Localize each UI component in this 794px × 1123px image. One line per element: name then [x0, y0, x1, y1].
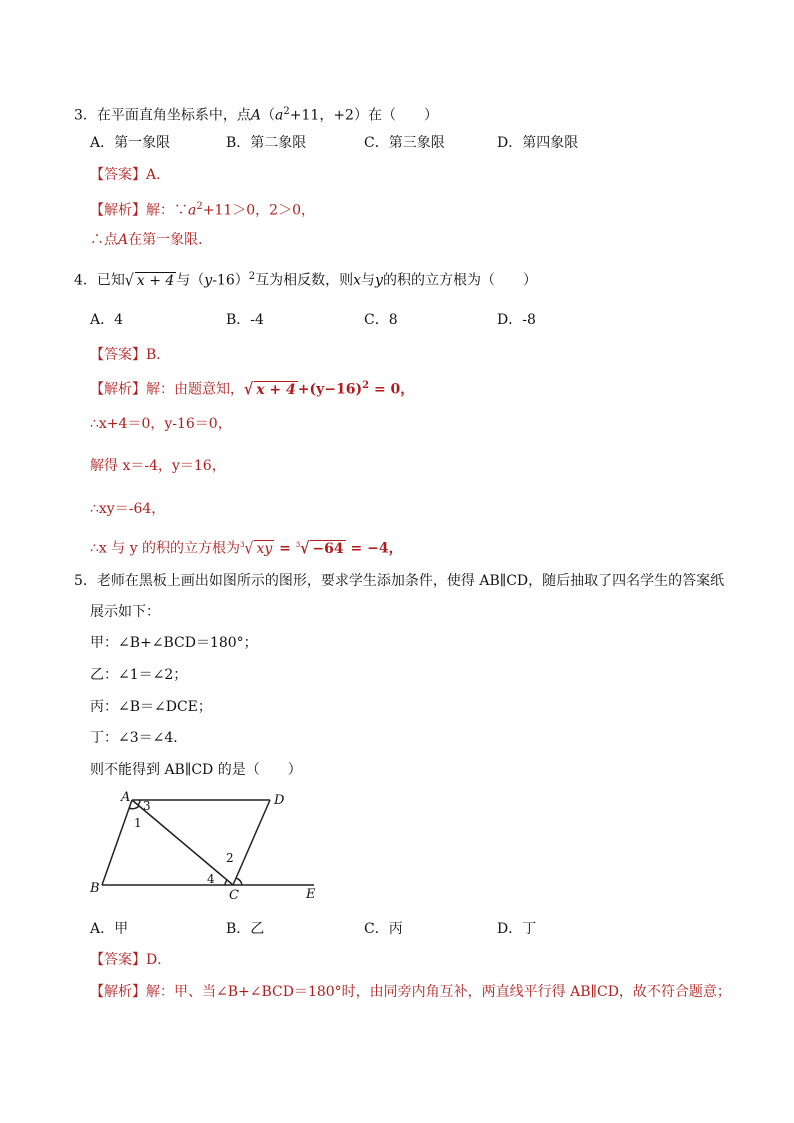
- q4-option-c: C．8: [364, 312, 398, 328]
- q3-var: a: [275, 107, 284, 124]
- q5-ding: 丁：∠3＝∠4．: [90, 730, 188, 746]
- q4-stem-text-c: -16）: [212, 272, 249, 289]
- q5-question: 则不能得到 AB∥CD 的是（ ）: [90, 762, 302, 778]
- q4-l1-sup: 2: [362, 380, 370, 391]
- q4-option-a: A．4: [90, 312, 124, 328]
- q5-yi: 乙：∠1＝∠2；: [90, 667, 188, 683]
- label-3: 3: [143, 799, 151, 813]
- q4-sqrt-body: x + 4: [136, 272, 175, 289]
- q5-jia: 甲：∠B+∠BCD＝180°；: [90, 635, 258, 651]
- q3-paren: （: [261, 107, 276, 124]
- q3-stem-text-b: +11，+2）在（ ）: [289, 107, 438, 124]
- segment-ab: [102, 800, 132, 885]
- q4-analysis-line1: [90, 377, 414, 399]
- label-D: D: [274, 793, 285, 808]
- q5-stem-line1: 5．老师在黑板上画出如图所示的图形，要求学生添加条件，使得 AB∥CD，随后抽取了四名学生的答案纸: [74, 573, 725, 589]
- q4-stem-text-f: 的积的立方根为（ ）: [382, 272, 537, 289]
- q4-l5-index2: 3: [295, 541, 301, 549]
- q4-var-y: y: [204, 272, 213, 289]
- q3-option-b: B．第二象限: [226, 135, 307, 151]
- q4-l1-eq: = 0，: [369, 381, 415, 398]
- label-C: C: [229, 888, 239, 903]
- label-A: A: [121, 790, 131, 805]
- q4-analysis-line5: [90, 536, 403, 558]
- label-B: B: [90, 881, 100, 896]
- q3-analysis-text: 【解析】解：∵: [90, 202, 188, 219]
- q4-l5-eq: =: [274, 540, 296, 557]
- q3-sup: 2: [283, 106, 290, 117]
- cube-root-icon: √: [244, 539, 254, 558]
- q3-point: A: [250, 107, 262, 124]
- q3-option-a: A．第一象限: [90, 135, 171, 151]
- q3-analysis-sup: 2: [196, 201, 203, 212]
- q5-bing: 丙：∠B＝∠DCE；: [90, 699, 212, 715]
- q5-option-c: C．丙: [364, 921, 403, 937]
- q3-conclusion-point: A: [118, 232, 129, 248]
- q4-l1-expr: +(y−16): [297, 381, 363, 398]
- q4-l5-index: 3: [240, 541, 245, 549]
- q4-option-b: B．-4: [226, 312, 264, 328]
- sqrt-icon: √: [124, 271, 134, 290]
- q4-var-y2: y: [375, 272, 383, 289]
- q3-analysis: [90, 198, 315, 220]
- q4-l5-text: ∴x 与 y 的积的立方根为: [90, 540, 241, 557]
- q4-stem-text-b: 与（: [176, 272, 205, 289]
- q4-var-x: x: [353, 272, 362, 289]
- angle-2-arc: [236, 878, 242, 885]
- sqrt-icon: √: [244, 380, 254, 399]
- q3-conclusion-text-b: 在第一象限．: [128, 232, 213, 248]
- q4-option-d: D．-8: [497, 312, 536, 328]
- segment-cd: [233, 800, 270, 885]
- q3-option-d: D．第四象限: [497, 135, 579, 151]
- q3-analysis-var: a: [188, 202, 197, 219]
- q5-option-b: B．乙: [226, 921, 265, 937]
- q4-answer: 【答案】B．: [90, 347, 171, 363]
- q4-stem-text: 4．已知: [74, 272, 125, 289]
- geometry-figure: [88, 786, 328, 906]
- q3-conclusion: [90, 231, 212, 249]
- q4-sup: 2: [248, 271, 256, 282]
- label-2: 2: [226, 851, 234, 865]
- q5-option-d: D．丁: [497, 921, 537, 937]
- label-E: E: [306, 887, 316, 902]
- q3-analysis-text-b: +11＞0，2＞0，: [202, 202, 316, 219]
- q4-analysis-line2: ∴x+4＝0，y-16＝0，: [90, 416, 232, 432]
- q3-answer: 【答案】A．: [90, 167, 171, 183]
- q4-stem: [74, 268, 537, 290]
- label-1: 1: [134, 816, 142, 830]
- q4-stem-text-d: 互为相反数，则: [255, 272, 354, 289]
- q3-stem-text: 3．在平面直角坐标系中，点: [74, 107, 251, 124]
- q4-l5-root2: −64: [312, 540, 344, 557]
- q3-stem: [74, 103, 438, 125]
- q5-stem-line2: 展示如下：: [90, 604, 160, 620]
- q3-conclusion-text: ∴点: [90, 232, 118, 248]
- q4-l5-result: = −4，: [345, 540, 403, 557]
- q4-analysis-line4: ∴xy＝-64，: [90, 501, 166, 517]
- cube-root-icon: √: [300, 539, 310, 558]
- q4-stem-text-e: 与: [361, 272, 376, 289]
- q4-l1-sqrt: x + 4: [256, 381, 296, 398]
- q4-analysis-line3: 解得 x＝-4，y＝16，: [90, 458, 226, 474]
- q5-answer: 【答案】D．: [90, 952, 172, 968]
- q5-option-a: A．甲: [90, 921, 129, 937]
- q4-l1-text: 【解析】解：由题意知，: [90, 381, 244, 398]
- q4-l5-root1: xy: [256, 540, 273, 557]
- q3-option-c: C．第三象限: [364, 135, 445, 151]
- label-4: 4: [207, 872, 215, 886]
- q5-analysis: 【解析】解：甲、当∠B+∠BCD＝180°时，由同旁内角互补，两直线平行得 AB∥CD，故不符合题意；: [90, 984, 731, 1000]
